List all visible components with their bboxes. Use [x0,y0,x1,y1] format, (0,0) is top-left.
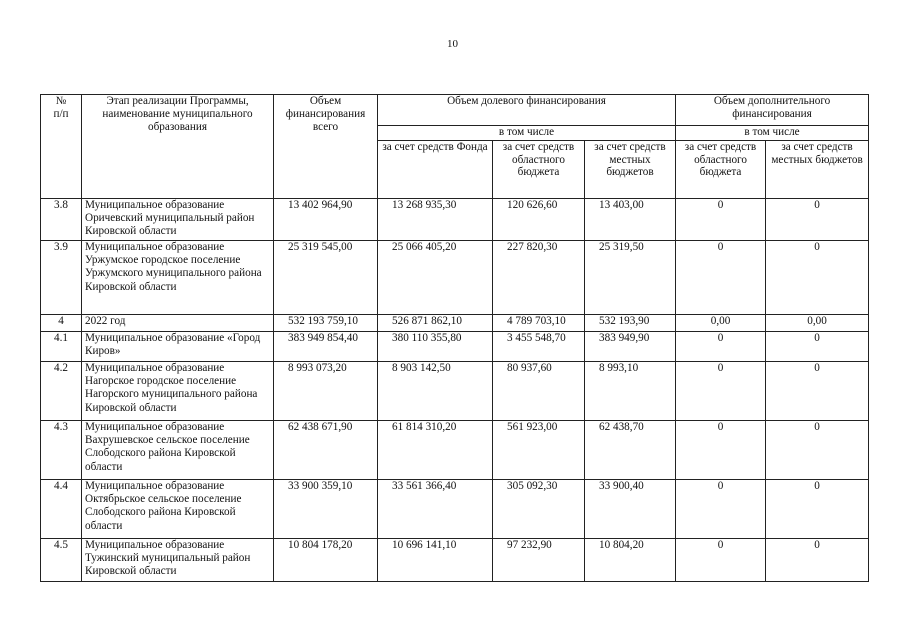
row-name: Муниципальное образование Оричевский муниципальный район Кировской области [82,199,274,241]
row-fund: 526 871 862,10 [378,315,493,332]
row-fund: 13 268 935,30 [378,199,493,241]
row-total: 62 438 671,90 [274,421,378,480]
row-regional: 4 789 703,10 [493,315,585,332]
row-total: 25 319 545,00 [274,241,378,315]
table-row [41,421,869,480]
row-regional: 120 626,60 [493,199,585,241]
row-add-local: 0 [766,421,869,480]
row-total: 33 900 359,10 [274,480,378,539]
table-row [41,315,869,332]
row-fund: 61 814 310,20 [378,421,493,480]
row-total: 383 949 854,40 [274,332,378,362]
header-additional: Объем дополнительного финансирования [676,95,869,126]
row-fund: 8 903 142,50 [378,362,493,421]
page-number: 10 [447,38,458,50]
row-add-local: 0 [766,539,869,582]
table-row [41,199,869,241]
header-incl-additional: в том числе [676,126,869,141]
row-add-local: 0 [766,199,869,241]
row-add-regional: 0 [676,421,766,480]
row-add-local: 0,00 [766,315,869,332]
table-row [41,539,869,582]
row-total: 13 402 964,90 [274,199,378,241]
row-local: 383 949,90 [585,332,676,362]
row-fund: 380 110 355,80 [378,332,493,362]
row-add-regional: 0,00 [676,315,766,332]
row-fund: 33 561 366,40 [378,480,493,539]
row-local: 532 193,90 [585,315,676,332]
row-name: Муниципальное образование Вахрушевское сельское поселение Слободского района Кировской области [82,421,274,480]
row-regional: 3 455 548,70 [493,332,585,362]
row-add-regional: 0 [676,539,766,582]
row-num: 4.2 [41,362,82,421]
table-row [41,480,869,539]
row-num: 4 [41,315,82,332]
row-regional: 305 092,30 [493,480,585,539]
row-regional: 227 820,30 [493,241,585,315]
row-total: 532 193 759,10 [274,315,378,332]
row-add-local: 0 [766,332,869,362]
row-add-local: 0 [766,362,869,421]
row-fund: 10 696 141,10 [378,539,493,582]
row-name: Муниципальное образование Уржумское городское поселение Уржумского муниципального района Кировской области [82,241,274,315]
header-add-local: за счет средств местных бюджетов [766,141,869,199]
row-name: Муниципальное образование Нагорское городское поселение Нагорского муниципального района Кировской области [82,362,274,421]
header-share: Объем долевого финансирования [378,95,676,126]
row-name: Муниципальное образование Тужинский муниципальный район Кировской области [82,539,274,582]
table-row [41,362,869,421]
row-add-regional: 0 [676,480,766,539]
row-add-regional: 0 [676,199,766,241]
row-add-regional: 0 [676,362,766,421]
row-add-local: 0 [766,480,869,539]
row-regional: 80 937,60 [493,362,585,421]
row-num: 4.3 [41,421,82,480]
row-name: Муниципальное образование Октябрьское сельское поселение Слободского района Кировской области [82,480,274,539]
row-local: 62 438,70 [585,421,676,480]
header-fund: за счет средств Фонда [378,141,493,199]
row-local: 13 403,00 [585,199,676,241]
table-row [41,241,869,315]
row-num: 4.4 [41,480,82,539]
row-num: 4.1 [41,332,82,362]
row-num: 4.5 [41,539,82,582]
row-name: 2022 год [82,315,274,332]
row-add-regional: 0 [676,241,766,315]
row-name: Муниципальное образование «Город Киров» [82,332,274,362]
row-local: 25 319,50 [585,241,676,315]
financing-table [40,94,869,582]
header-num: № п/п [41,95,82,199]
table-row [41,332,869,362]
row-add-regional: 0 [676,332,766,362]
row-num: 3.8 [41,199,82,241]
row-local: 33 900,40 [585,480,676,539]
row-regional: 561 923,00 [493,421,585,480]
header-add-regional: за счет средств областного бюджета [676,141,766,199]
row-num: 3.9 [41,241,82,315]
row-fund: 25 066 405,20 [378,241,493,315]
row-total: 8 993 073,20 [274,362,378,421]
header-regional: за счет средств областного бюджета [493,141,585,199]
row-total: 10 804 178,20 [274,539,378,582]
header-local: за счет средств местных бюджетов [585,141,676,199]
header-incl-share: в том числе [378,126,676,141]
row-regional: 97 232,90 [493,539,585,582]
row-add-local: 0 [766,241,869,315]
header-stage: Этап реализации Программы, наименование муниципального образования [82,95,274,199]
header-total: Объем финансирования всего [274,95,378,199]
row-local: 10 804,20 [585,539,676,582]
row-local: 8 993,10 [585,362,676,421]
